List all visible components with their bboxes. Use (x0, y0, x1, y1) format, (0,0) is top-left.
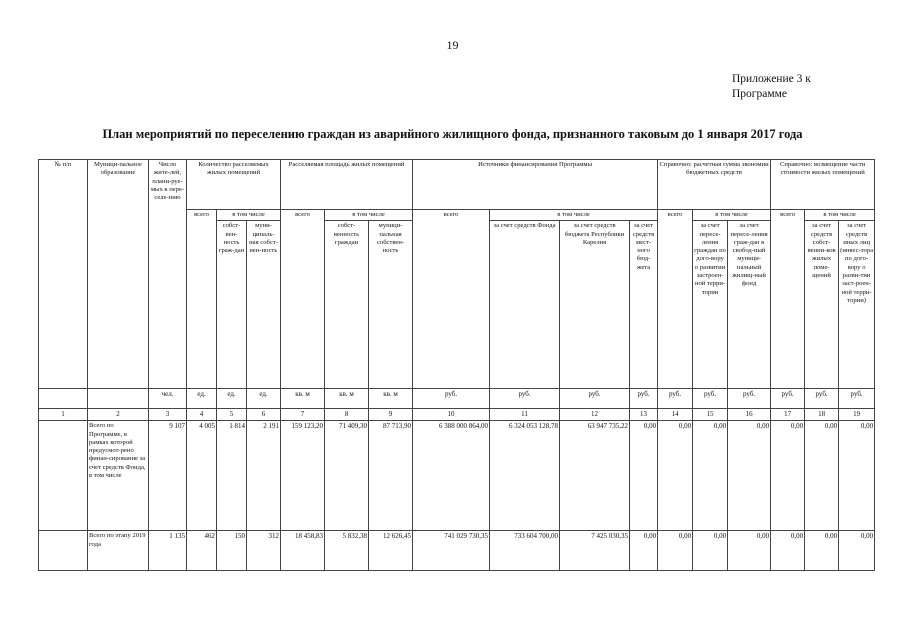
units-cell: руб. (771, 389, 805, 409)
column-number-row (39, 409, 875, 421)
header-cell: собст-вен-ность граж-дан (217, 221, 247, 389)
column-number-cell: 1 (39, 409, 88, 421)
table-cell: 71 409,30 (325, 421, 369, 531)
column-number-cell: 15 (693, 409, 728, 421)
table-cell: 18 458,83 (281, 531, 325, 571)
table-cell: 9 107 (149, 421, 187, 531)
units-cell (39, 389, 88, 409)
table-cell: 6 388 000 864,00 (413, 421, 490, 531)
units-cell: ед. (217, 389, 247, 409)
units-cell: руб. (693, 389, 728, 409)
header-cell: за счет средств Фонда (490, 221, 560, 389)
table-cell: 0,00 (658, 421, 693, 531)
appendix-note (732, 72, 852, 102)
table-cell: 0,00 (728, 531, 771, 571)
column-number-cell: 18 (805, 409, 839, 421)
column-number-cell: 16 (728, 409, 771, 421)
header-cell: всего (413, 210, 490, 389)
units-cell: руб. (630, 389, 658, 409)
column-number-cell: 12 (560, 409, 630, 421)
header-cell: № п/п (39, 160, 88, 389)
table-cell (39, 421, 88, 531)
units-cell: руб. (658, 389, 693, 409)
table-cell: 63 947 735,22 (560, 421, 630, 531)
table-cell (39, 531, 88, 571)
table-cell: 159 123,20 (281, 421, 325, 531)
table-cell: 0,00 (771, 421, 805, 531)
units-cell: руб. (490, 389, 560, 409)
units-cell: кв. м (281, 389, 325, 409)
resettlement-plan-table (38, 159, 875, 571)
table-cell: 150 (217, 531, 247, 571)
table-cell: 7 425 030,35 (560, 531, 630, 571)
table-cell: 87 713,90 (369, 421, 413, 531)
header-cell: за счет средств бюджета Республики Карелия (560, 221, 630, 389)
table-cell: 0,00 (839, 531, 875, 571)
table-cell: 2 191 (247, 421, 281, 531)
header-cell: муни-ципаль-ная собст-вен-ность (247, 221, 281, 389)
header-cell: за счет пересе-ления граж-дан в свобод-ный муници-пальный жилищ-ный фонд (728, 221, 771, 389)
units-cell: руб. (413, 389, 490, 409)
header-group-cell: Справочно: возмещение части стоимости жилых помещений (771, 160, 875, 210)
table-cell: 12 626,45 (369, 531, 413, 571)
units-cell: ед. (187, 389, 217, 409)
table-cell: 733 604 700,00 (490, 531, 560, 571)
table-cell: 1 814 (217, 421, 247, 531)
table-cell: 5 832,38 (325, 531, 369, 571)
header-cell: в том числе (805, 210, 875, 221)
column-number-cell: 10 (413, 409, 490, 421)
column-number-cell: 6 (247, 409, 281, 421)
table-cell: 0,00 (805, 421, 839, 531)
units-cell: руб. (839, 389, 875, 409)
units-cell: кв. м (369, 389, 413, 409)
header-cell: за счет средств собст-венни-ков жилых поме-щений (805, 221, 839, 389)
table-cell: 0,00 (630, 531, 658, 571)
table-cell: 4 005 (187, 421, 217, 531)
units-row (39, 389, 875, 409)
table-cell: 462 (187, 531, 217, 571)
table-cell: 0,00 (630, 421, 658, 531)
units-cell: руб. (560, 389, 630, 409)
header-cell: всего (771, 210, 805, 389)
column-number-cell: 14 (658, 409, 693, 421)
table-cell: 0,00 (839, 421, 875, 531)
column-number-cell: 7 (281, 409, 325, 421)
column-number-cell: 2 (88, 409, 149, 421)
table-cell: 1 135 (149, 531, 187, 571)
header-cell: в том числе (490, 210, 658, 221)
header-cell: в том числе (325, 210, 413, 221)
table-cell: 0,00 (658, 531, 693, 571)
units-cell (88, 389, 149, 409)
table-row (39, 531, 875, 571)
column-number-cell: 19 (839, 409, 875, 421)
appendix-line-1: Приложение 3 к (732, 73, 811, 85)
header-group-cell: Расселяемая площадь жилых помещений (281, 160, 413, 210)
table-cell: Всего по Программе, в рамках которой предусмот-рено финан-сирование за счет средств Фонда, в том числе (88, 421, 149, 531)
units-cell: руб. (728, 389, 771, 409)
column-number-cell: 5 (217, 409, 247, 421)
column-number-cell: 13 (630, 409, 658, 421)
page-number: 19 (446, 38, 459, 52)
column-number-cell: 11 (490, 409, 560, 421)
header-group-cell: Справочно: расчетная сумма экономии бюджетных средств (658, 160, 771, 210)
column-number-cell: 9 (369, 409, 413, 421)
units-cell: чел. (149, 389, 187, 409)
table-cell: Всего по этапу 2019 года (88, 531, 149, 571)
header-cell: за счет средств иных лиц (инвес-тора по дого-вору о разви-тии заст-роен-ной терри-тории) (839, 221, 875, 389)
header-cell: всего (281, 210, 325, 389)
header-group-cell: Количество расселяемых жилых помещений (187, 160, 281, 210)
header-cell: всего (187, 210, 217, 389)
header-cell: всего (658, 210, 693, 389)
table-cell: 0,00 (693, 531, 728, 571)
header-cell: Число жите-лей, плани-руе-мых к пере-селе-нию (149, 160, 187, 389)
table-cell: 0,00 (805, 531, 839, 571)
table-cell: 0,00 (728, 421, 771, 531)
units-cell: руб. (805, 389, 839, 409)
column-number-cell: 17 (771, 409, 805, 421)
column-number-cell: 3 (149, 409, 187, 421)
table-cell: 6 324 053 128,78 (490, 421, 560, 531)
header-cell: муници-пальная собствен-ность (369, 221, 413, 389)
header-cell: в том числе (693, 210, 771, 221)
header-cell: Муници-пальное образование (88, 160, 149, 389)
table-cell: 312 (247, 531, 281, 571)
header-cell: собст-венность граждан (325, 221, 369, 389)
header-row-groups (39, 160, 875, 210)
header-cell: за счет средств мест-ного бюд-жета (630, 221, 658, 389)
table-cell: 0,00 (771, 531, 805, 571)
column-number-cell: 8 (325, 409, 369, 421)
header-cell: в том числе (217, 210, 281, 221)
document-title: План мероприятий по переселению граждан из аварийного жилищного фонда, признанного таковым до 1 января 2017 года (102, 127, 803, 141)
table-cell: 0,00 (693, 421, 728, 531)
table-row (39, 421, 875, 531)
header-cell: за счет пересе-ления граждан по дого-вору о развитии застроен-ной терри-тории (693, 221, 728, 389)
header-group-cell: Источники финансирования Программы (413, 160, 658, 210)
units-cell: ед. (247, 389, 281, 409)
table-cell: 741 029 730,35 (413, 531, 490, 571)
appendix-line-2: Программе (732, 88, 788, 100)
column-number-cell: 4 (187, 409, 217, 421)
units-cell: кв. м (325, 389, 369, 409)
